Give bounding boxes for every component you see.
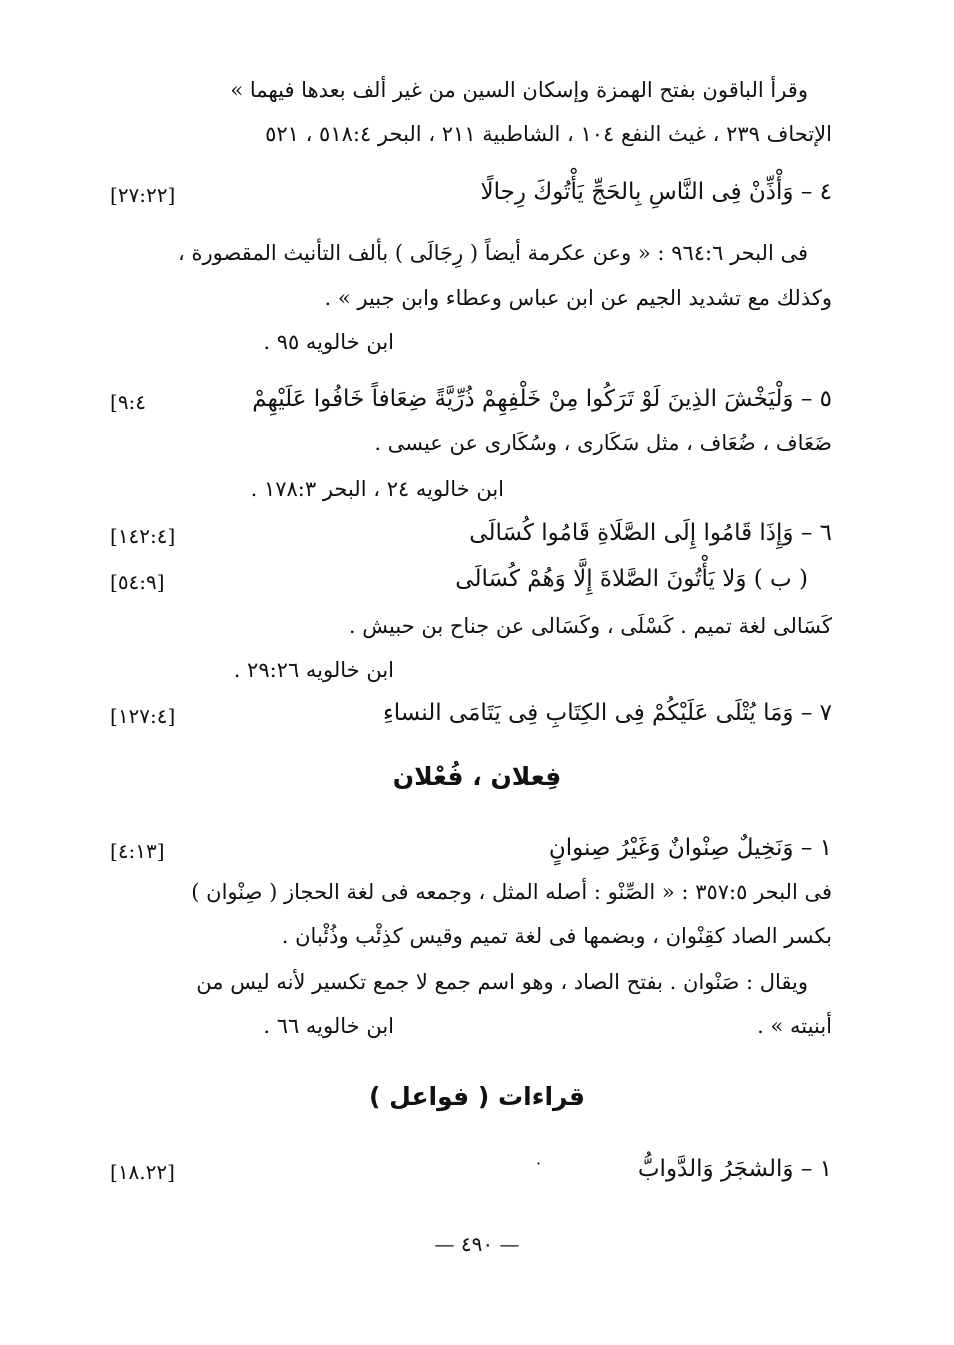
- source-citation: ابن خالويه ٩٥ .: [263, 330, 394, 354]
- verse-reference: [١٤٢:٤]: [110, 524, 176, 548]
- stray-mark: ·: [536, 1154, 542, 1173]
- page-number: — ٤٩٠ —: [434, 1232, 520, 1256]
- text-line: ضَعَاف ، ضُعَاف ، مثل سَكَارى ، وسُكَارى عن عيسى .: [374, 431, 832, 455]
- verse-reference: [١٨.٢٢]: [110, 1160, 175, 1184]
- text-line: فى البحر ٣٥٧:٥ : « الصِّنْو : أصله المثل ، وجمعه فى لغة الحجاز ( صِنْوان ): [191, 880, 832, 904]
- text-line: كَسَالى لغة تميم . كَسْلَى ، وكَسَالى عن جناح بن حبيش .: [348, 614, 832, 638]
- source-citation: ابن خالويه ٦٦ .: [263, 1014, 394, 1038]
- verse-reference: [٤:١٣]: [110, 839, 165, 863]
- section-heading: قراءات ( فواعل ): [369, 1082, 585, 1111]
- source-citation: ابن خالويه ٢٤ ، البحر ١٧٨:٣ .: [250, 477, 504, 501]
- text-line: فى البحر ٩٦٤:٦ : « وعن عكرمة أيضاً ( رِجَالَى ) بألف التأنيث المقصورة ،: [178, 241, 808, 265]
- verse-reference: [١٢٧:٤]: [110, 704, 176, 728]
- verse-reference: [٩:٤: [110, 390, 147, 414]
- text-line: بكسر الصاد كقِنْوان ، وبضمها فى لغة تميم وقيس كذِئْب وذُئْبان .: [281, 924, 832, 948]
- text-line: وكذلك مع تشديد الجيم عن ابن عباس وعطاء وابن جبير » .: [324, 286, 832, 310]
- section-heading: فِعلان ، فُعْلان: [392, 762, 562, 791]
- verse-line: ١ – وَالشجَرُ وَالدَّوابُّ: [637, 1156, 832, 1182]
- verse-line: ٦ – وَإِذَا قَامُوا إِلَى الصَّلَاةِ قَامُوا كُسَالَى: [469, 520, 832, 546]
- verse-reference: [٥٤:٩]: [110, 570, 165, 594]
- text-line: وقرأ الباقون بفتح الهمزة وإسكان السين من غير ألف بعدها فيهما »: [230, 78, 808, 102]
- text-line: الإتحاف ٢٣٩ ، غيث النفع ١٠٤ ، الشاطبية ٢١١ ، البحر ٥١٨:٤ ، ٥٢١: [265, 122, 832, 146]
- text-line: ويقال : صَنْوان . بفتح الصاد ، وهو اسم جمع لا جمع تكسير لأنه ليس من: [196, 970, 808, 994]
- verse-line: ٤ – وَأْذِّنْ فِى النَّاسِ بِالحَجِّ يَأْتُوكَ رِجالًا: [480, 179, 832, 205]
- text-line: أبنيته » .: [757, 1014, 832, 1038]
- source-citation: ابن خالويه ٢٩:٢٦ .: [233, 658, 394, 682]
- verse-reference: [٢٧:٢٢]: [110, 183, 176, 207]
- verse-line: ١ – وَنَخِيلٌ صِنْوانٌ وَغَيْرُ صِنوانٍ: [548, 835, 832, 861]
- verse-line: ( ب ) وَلا يَأْتُونَ الصَّلاةَ إِلَّا وَهُمْ كُسَالَى: [455, 566, 808, 592]
- verse-line: ٥ – وَلْيَخْشَ الذِينَ لَوْ تَرَكُوا مِنْ خَلْفِهِمْ ذُرِّيَّةً ضِعَافاً خَافُوا عَلَيْهِمْ: [252, 386, 832, 412]
- verse-line: ٧ – وَمَا يُتْلَى عَلَيْكُمْ فِى الكِتَابِ فِى يَتَامَى النساءِ: [382, 700, 832, 726]
